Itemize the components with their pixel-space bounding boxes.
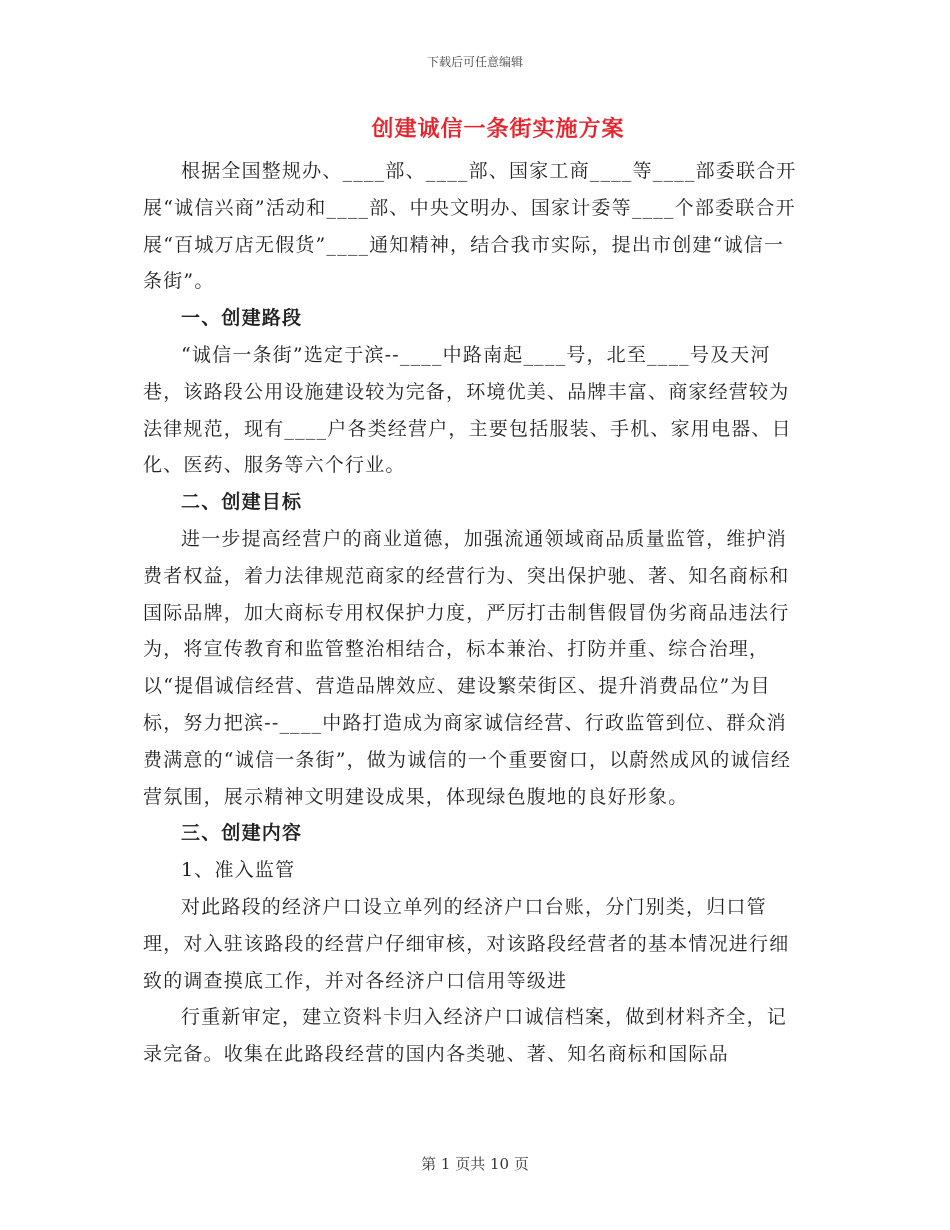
page-header-note: 下载后可任意编辑 xyxy=(426,55,523,69)
subsection-heading-access: 1、准入监管 xyxy=(181,859,296,882)
paragraph-access-1: 对此路段的经济户口设立单列的经济户口台账，分门别类，归口管理，对入驻该路段的经营户仔细审核，对该路段经营者的基本情况进行细致的调查摸底工作，并对各经济户口信用等级进 xyxy=(143,895,790,992)
page-number: 第 1 页共 10 页 xyxy=(421,1155,529,1173)
paragraph-intro: 根据全国整规办、____部、____部、国家工商____等____部委联合开展“诚信兴商”活动和____部、中央文明办、国家计委等____个部委联合开展“百城万店无假货”____通知精神，结合我市实际，提出市创建“诚信一条街”。 xyxy=(143,160,797,293)
section-heading-content: 三、创建内容 xyxy=(181,822,303,845)
paragraph-access-2: 行重新审定，建立资料卡归入经济户口诚信档案，做到材料齐全，记录完备。收集在此路段经营的国内各类驰、著、知名商标和国际品 xyxy=(143,1006,788,1066)
paragraph-road: “诚信一条街”选定于滨--____中路南起____号，北至____号及天河巷，该路段公用设施建设较为完备，环境优美、品牌丰富、商家经营较为法律规范，现有____户各类经营户，主要包括服装、手机、家用电器、日化、医药、服务等六个行业。 xyxy=(143,343,792,477)
paragraph-goal: 进一步提高经营户的商业道德，加强流通领域商品质量监管，维护消费者权益，着力法律规范商家的经营行为、突出保护驰、著、知名商标和国际品牌，加大商标专用权保护力度，严厉打击制售假冒伪劣商品违法行为，将宣传教育和监管整治相结合，标本兼治、打防并重、综合治理，以“提倡诚信经营、营造品牌效应、建设繁荣街区、提升消费品位”为目标，努力把滨--____中路打造成为商家诚信经营、行政监管到位、群众消费满意的“诚信一条街”，做为诚信的一个重要窗口，以蔚然成风的诚信经营氛围，展示精神文明建设成果，体现绿色腹地的良好形象。 xyxy=(143,527,792,808)
section-heading-goal: 二、创建目标 xyxy=(181,491,303,514)
document-body xyxy=(143,153,803,1073)
section-heading-road: 一、创建路段 xyxy=(181,307,303,330)
document-title: 创建诚信一条街实施方案 xyxy=(371,116,625,142)
